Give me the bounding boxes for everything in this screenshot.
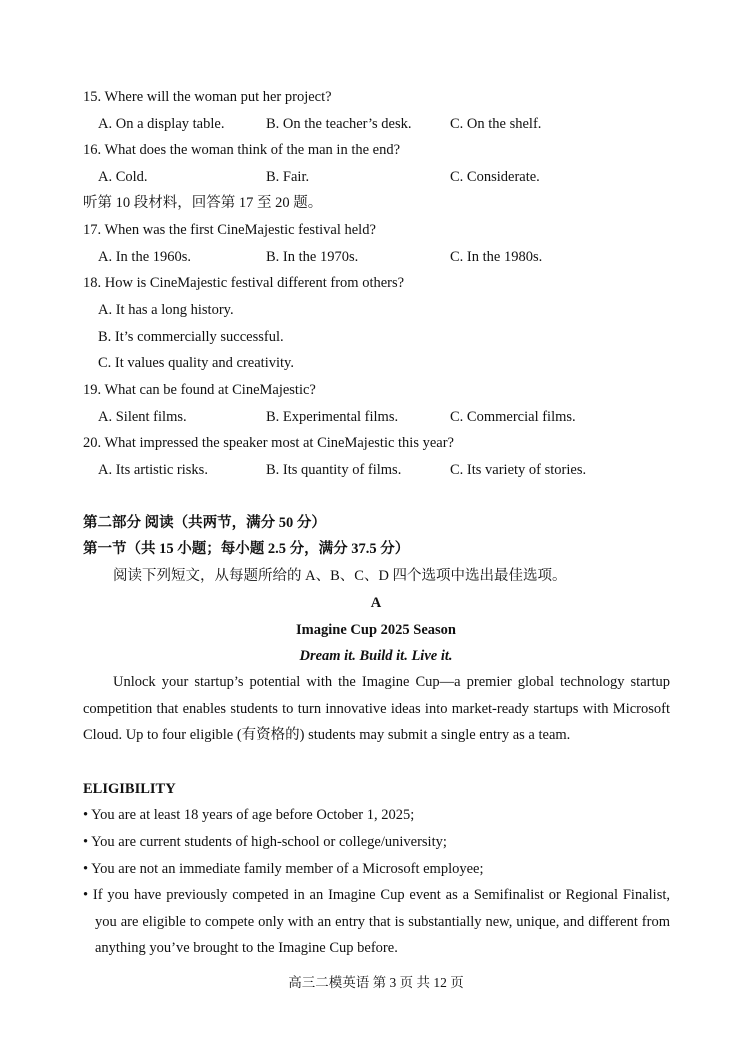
question-20-option-b: B. Its quantity of films.: [266, 462, 402, 478]
question-15-option-a: A. On a display table.: [98, 116, 225, 132]
question-20-option-c: C. Its variety of stories.: [450, 462, 587, 478]
question-19-option-a: A. Silent films.: [98, 409, 187, 425]
question-17-stem: 17. When was the first CineMajestic festival held?: [83, 222, 376, 238]
section-one-title: 第一节（共 15 小题；每小题 2.5 分，满分 37.5 分）: [83, 541, 410, 557]
page-footer: 高三二模英语 第 3 页 共 12 页: [288, 975, 464, 990]
question-17-option-b: B. In the 1970s.: [266, 249, 359, 265]
question-15-option-b: B. On the teacher’s desk.: [266, 116, 412, 132]
eligibility-item: • You are not an immediate family member of a Microsoft employee;: [83, 861, 484, 877]
question-19-option-b: B. Experimental films.: [266, 409, 399, 425]
question-20-stem: 20. What impressed the speaker most at CineMajestic this year?: [83, 435, 454, 451]
question-19-stem: 19. What can be found at CineMajestic?: [83, 382, 316, 398]
reading-instruction: 阅读下列短文，从每题所给的 A、B、C、D 四个选项中选出最佳选项。: [113, 568, 567, 584]
question-19-option-c: C. Commercial films.: [450, 409, 576, 425]
eligibility-item: • You are current students of high-school or college/university;: [83, 834, 447, 850]
eligibility-heading: ELIGIBILITY: [83, 781, 176, 797]
question-18-stem: 18. How is CineMajestic festival different from others?: [83, 275, 405, 291]
listening-instruction: 听第 10 段材料，回答第 17 至 20 题。: [83, 195, 323, 211]
question-18-option-b: B. It’s commercially successful.: [98, 329, 284, 345]
question-17-option-c: C. In the 1980s.: [450, 249, 543, 265]
question-16-option-b: B. Fair.: [266, 169, 310, 185]
passage-letter: A: [370, 595, 382, 611]
question-16-option-a: A. Cold.: [98, 169, 148, 185]
question-18-option-a: A. It has a long history.: [98, 302, 234, 318]
eligibility-item: • If you have previously competed in an Imagine Cup event as a Semifinalist or Regional Finalist, you are eligible to compete only with an entry that is substantially new, unique, and different from anything you’ve brought to the Imagine Cup before.: [83, 887, 670, 956]
question-16-option-c: C. Considerate.: [450, 169, 540, 185]
part-two-title: 第二部分 阅读（共两节，满分 50 分）: [83, 515, 326, 531]
question-18-option-c: C. It values quality and creativity.: [98, 355, 294, 371]
question-20-option-a: A. Its artistic risks.: [98, 462, 208, 478]
question-15-stem: 15. Where will the woman put her project?: [83, 89, 332, 105]
passage-title: Imagine Cup 2025 Season: [296, 622, 456, 638]
question-15-option-c: C. On the shelf.: [450, 116, 542, 132]
question-17-option-a: A. In the 1960s.: [98, 249, 192, 265]
passage-intro: Unlock your startup’s potential with the Imagine Cup—a premier global technology startup competition that enables students to turn innovative ideas into market-ready startups with Microsoft Cloud. Up to four eligible (有资格的) students may submit a single entry as a team.: [83, 674, 670, 743]
eligibility-item: • You are at least 18 years of age before October 1, 2025;: [83, 807, 415, 823]
passage-slogan: Dream it. Build it. Live it.: [299, 648, 453, 664]
question-16-stem: 16. What does the woman think of the man in the end?: [83, 142, 401, 158]
